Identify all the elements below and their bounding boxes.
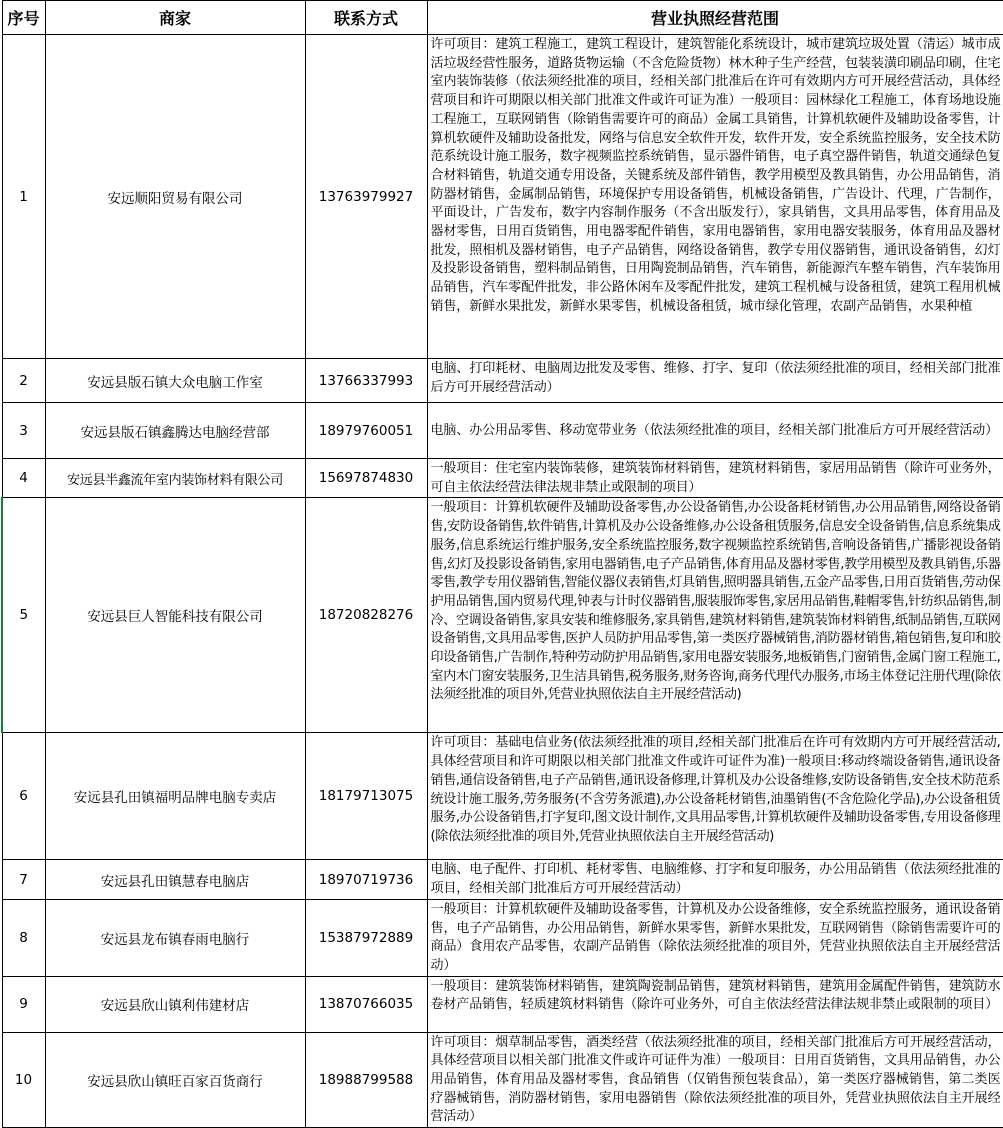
table-row — [2, 403, 1003, 459]
merchant-name: 安远县半鑫流年室内装饰材料有限公司 — [45, 459, 305, 498]
contact-phone: 15387972889 — [305, 899, 427, 976]
merchant-name: 安远顺阳贸易有限公司 — [45, 35, 305, 359]
row-no: 3 — [2, 403, 45, 459]
row-no: 1 — [2, 35, 45, 359]
table-row — [2, 899, 1003, 976]
header-contact: 联系方式 — [305, 1, 427, 35]
business-scope: 许可项目：基础电信业务(依法须经批准的项目,经相关部门批准后在许可有效期内方可开展经营活动,具体经营项目和许可期限以相关部门批准文件或许可证件为准)一般项目:移动终端设备销售,通讯设备销售,通信设备销售,电子产品销售,通讯设备修理,计算机及办公设备维修,安防设备销售,安全技术防范系统设计施工服务,劳务服务(不含劳务派遣),办公设备耗材销售,油墨销售(不含危险化学品),办公设备租赁服务,办公设备销售,打字复印,图文设计制作,文具用品零售,计算机软硬件及辅助设备零售,专用设备修理(除依法须经批准的项目外,凭营业执照依法自主开展经营活动) — [427, 733, 1003, 860]
table-row — [2, 733, 1003, 860]
contact-phone: 18179713075 — [305, 733, 427, 860]
contact-phone: 18970719736 — [305, 860, 427, 899]
row-no: 8 — [2, 899, 45, 976]
table-row — [2, 976, 1003, 1032]
row-no: 6 — [2, 733, 45, 860]
business-scope: 一般项目：住宅室内装饰装修，建筑装饰材料销售，建筑材料销售，家居用品销售（除许可业务外，可自主依法经营法律法规非禁止或限制的项目） — [427, 459, 1003, 498]
header-scope: 营业执照经营范围 — [427, 1, 1003, 35]
merchant-name: 安远县欣山镇旺百家百货商行 — [45, 1032, 305, 1128]
header-merchant: 商家 — [45, 1, 305, 35]
row-no: 5 — [2, 498, 45, 733]
table-row — [2, 35, 1003, 359]
header-row — [2, 1, 1003, 35]
contact-phone: 18988799588 — [305, 1032, 427, 1128]
row-no: 2 — [2, 359, 45, 403]
merchant-name: 安远县孔田镇福明品牌电脑专卖店 — [45, 733, 305, 860]
contact-phone: 15697874830 — [305, 459, 427, 498]
table-row — [2, 359, 1003, 403]
row-no: 9 — [2, 976, 45, 1032]
contact-phone: 18979760051 — [305, 403, 427, 459]
row-no: 7 — [2, 860, 45, 899]
table-row — [2, 498, 1003, 733]
business-scope: 一般项目：计算机软硬件及辅助设备零售，计算机及办公设备维修，安全系统监控服务，通讯设备销售，电子产品销售，办公用品销售，新鲜水果零售，新鲜水果批发，互联网销售（除销售需要许可的商品）食用农产品零售，农副产品销售（除依法须经批准的项目外，凭营业执照依法自主开展经营活动） — [427, 899, 1003, 976]
business-scope: 许可项目：建筑工程施工，建筑工程设计，建筑智能化系统设计，城市建筑垃圾处置（清运）城市成活垃圾经营性服务，道路货物运输（不含危险货物）林木种子生产经营，包装装潢印刷品印刷，住宅室内装饰装修（依法须经批准的项目，经相关部门批准后在许可有效期内方可开展经营活动，具体经营项目和许可期限以相关部门批准文件或许可证为准）一般项目：园林绿化工程施工，体育场地设施工程施工，互联网销售（除销售需要许可的商品）金属工具销售，计算机软硬件及辅助设备零售，计算机软硬件及辅助设备批发，网络与信息安全软件开发，软件开发，安全系统监控服务，安全技术防范系统设计施工服务，数字视频监控系统销售，显示器件销售，电子真空器件销售，轨道交通绿色复合材料销售，轨道交通专用设备，关键系统及部件销售，教学用模型及教具销售，办公用品销售，消防器材销售，金属制品销售，环境保护专用设备销售，机械设备销售，广告设计、代理，广告制作，平面设计，广告发布，数字内容制作服务（不含出版发行），家具销售，文具用品零售，体育用品及器材零售，日用百货销售，用电器零配件销售，家用电器销售，家用电器安装服务，体育用品及器材批发，照相机及器材销售，电子产品销售，网络设备销售，教学专用仪器销售，通讯设备销售，幻灯及投影设备销售，塑料制品销售，日用陶瓷制品销售，汽车销售，新能源汽车整车销售，汽车装饰用品销售，汽车零配件批发，非公路休闲车及零配件批发，建筑工程机械与设备租赁，建筑工程用机械销售，新鲜水果批发，新鲜水果零售，机械设备租赁，城市绿化管理，农副产品销售，水果种植 — [427, 35, 1003, 359]
merchant-name: 安远县版石镇鑫腾达电脑经营部 — [45, 403, 305, 459]
merchant-name: 安远县龙布镇春雨电脑行 — [45, 899, 305, 976]
business-scope: 电脑、打印耗材、电脑周边批发及零售、维修、打字、复印（依法须经批准的项目，经相关部门批准后方可开展经营活动） — [427, 359, 1003, 403]
row-no: 4 — [2, 459, 45, 498]
business-scope: 电脑、办公用品零售、移动宽带业务（依法须经批准的项目，经相关部门批准后方可开展经营活动） — [427, 403, 1003, 459]
merchant-name: 安远县欣山镇利伟建材店 — [45, 976, 305, 1032]
merchant-name: 安远县孔田镇慧春电脑店 — [45, 860, 305, 899]
contact-phone: 13870766035 — [305, 976, 427, 1032]
business-scope: 电脑、电子配件、打印机、耗材零售、电脑维修、打字和复印服务，办公用品销售（依法须经批准的项目，经相关部门批准后方可开展经营活动） — [427, 860, 1003, 899]
merchant-table — [1, 0, 1003, 1128]
table-row — [2, 1032, 1003, 1128]
business-scope: 一般项目：计算机软硬件及辅助设备零售,办公设备销售,办公设备耗材销售,办公用品销售,网络设备销售,安防设备销售,软件销售,计算机及办公设备维修,办公设备租赁服务,信息安全设备销售,信息系统集成服务,信息系统运行维护服务,安全系统监控服务,数字视频监控系统销售,音响设备销售,广播影视设备销售,幻灯及投影设备销售,家用电器销售,电子产品销售,体育用品及器材零售,教学用模型及教具销售,乐器零售,教学专用仪器销售,智能仪器仪表销售,灯具销售,照明器具销售,五金产品零售,日用百货销售,劳动保护用品销售,国内贸易代理,钟表与计时仪器销售,服装服饰零售,家居用品销售,鞋帽零售,针纺织品销售,制冷、空调设备销售,家具安装和维修服务,家具销售,建筑材料销售,建筑装饰材料销售,纸制品销售,互联网设备销售,文具用品零售,医护人员防护用品零售,第一类医疗器械销售,消防器材销售,箱包销售,复印和胶印设备销售,广告制作,特种劳动防护用品销售,家用电器安装服务,地板销售,门窗销售,金属门窗工程施工,室内木门窗安装服务,卫生洁具销售,税务服务,财务咨询,商务代理代办服务,市场主体登记注册代理(除依法须经批准的项目外,凭营业执照依法自主开展经营活动) — [427, 498, 1003, 733]
business-scope: 一般项目：建筑装饰材料销售，建筑陶瓷制品销售，建筑材料销售，建筑用金属配件销售，建筑防水卷材产品销售，轻质建筑材料销售（除许可业务外，可自主依法经营法律法规非禁止或限制的项目） — [427, 976, 1003, 1032]
contact-phone: 18720828276 — [305, 498, 427, 733]
merchant-name: 安远县版石镇大众电脑工作室 — [45, 359, 305, 403]
row-no: 10 — [2, 1032, 45, 1128]
contact-phone: 13766337993 — [305, 359, 427, 403]
contact-phone: 13763979927 — [305, 35, 427, 359]
business-scope: 许可项目：烟草制品零售，酒类经营（依法须经批准的项目，经相关部门批准后方可开展经营活动，具体经营项目以相关部门批准文件或许可证件为准）一般项目：日用百货销售，文具用品销售，办公用品销售，体育用品及器材零售，食品销售（仅销售预包装食品），第一类医疗器械销售，第二类医疗器械销售，消防器材销售，家用电器销售（除依法须经批准的项目外，凭营业执照依法自主开展经营活动） — [427, 1032, 1003, 1128]
header-no: 序号 — [2, 1, 45, 35]
table-row — [2, 459, 1003, 498]
table-row — [2, 860, 1003, 899]
merchant-name: 安远县巨人智能科技有限公司 — [45, 498, 305, 733]
